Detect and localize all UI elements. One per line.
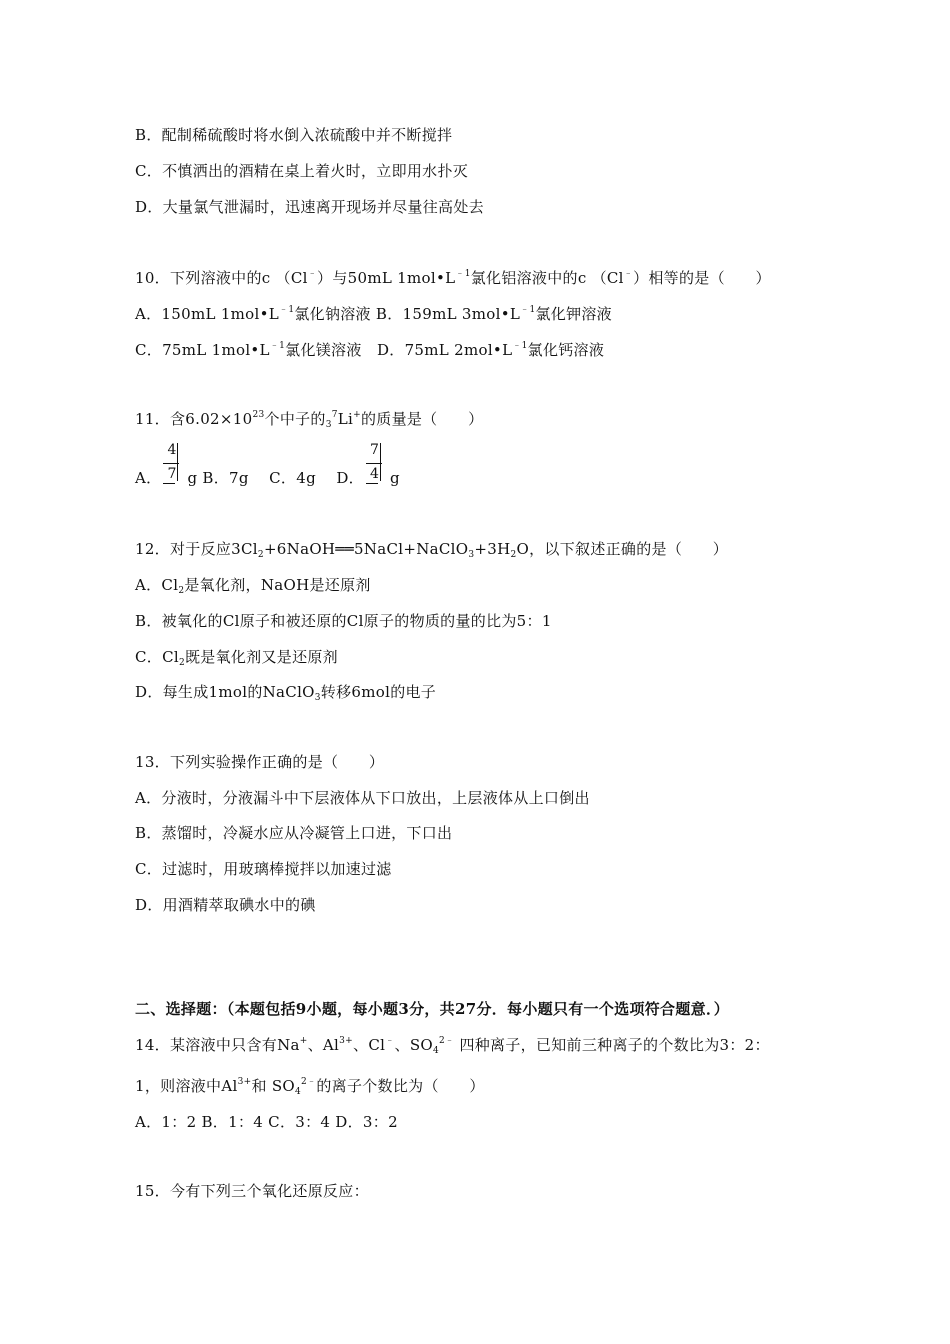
q14-options: A．1：2 B．1：4 C．3：4 D．3：2 (135, 1113, 398, 1131)
section-title: 二、选择题：（本题包括9小题，每小题3分，共27分．每小题只有一个选项符合题意．） (135, 1000, 730, 1018)
q12-option-c: C．$Cl_2$既是氧化剂又是还原剂 (135, 648, 338, 668)
q12-stem: 12．对于反应$3Cl_2+6NaOH══5NaCl+NaClO_3+3H_2O$，以下叙述正确的是（ ） (135, 540, 729, 560)
q10-options-cd: C．75mL $1mol•L^{﹣1}$氯化镁溶液 D．75mL $2mol•L^{﹣1}$氯化钙溶液 (135, 341, 605, 359)
q9-option-c: C．不慎洒出的酒精在桌上着火时，立即用水扑灭 (135, 162, 469, 180)
q10-stem: 10．下列溶液中的c （Cl﹣）与50mL $1mol•L^{﹣1}$氯化铝溶液中的c （Cl﹣）相等的是（ ） (135, 269, 771, 287)
fraction-7-over-4: $\frac{7}{4}$ (366, 441, 388, 487)
q12-option-d: D．每生成1mol的NaClO$_3$转移6mol的电子 (135, 683, 437, 703)
q14-stem-line2: 1，则溶液中$Al^{3+}$和 $SO_4^{2﹣}$的离子个数比为（ ） (135, 1077, 485, 1097)
q10-options-ab: A．150mL $1mol•L^{﹣1}$氯化钠溶液 B．159mL $3mol•L^{﹣1}$氯化钾溶液 (135, 305, 612, 323)
q13-stem: 13．下列实验操作正确的是（ ） (135, 753, 385, 771)
q11-options: A． $\frac{4}{7}$ g B．7g C．4g D． $\frac{7}{4}$ g (135, 442, 400, 487)
q9-option-d: D．大量氯气泄漏时，迅速离开现场并尽量往高处去 (135, 198, 484, 216)
q15-stem: 15．今有下列三个氧化还原反应： (135, 1182, 369, 1200)
q14-stem-line1: 14．某溶液中只含有Na+、$Al^{3+}$、Cl﹣、$SO_4^{2﹣}$ 四种离子，已知前三种离子的个数比为3：2： (135, 1036, 770, 1056)
q13-option-b: B．蒸馏时，冷凝水应从冷凝管上口进，下口出 (135, 824, 453, 842)
q11-stem: 11．含$6.02\times 10^{23}$个中子的$_3^7$Li+的质量是（ ） (135, 410, 484, 430)
q13-option-a: A．分液时，分液漏斗中下层液体从下口放出，上层液体从上口倒出 (135, 789, 590, 807)
q9-option-b: B．配制稀硫酸时将水倒入浓硫酸中并不断搅拌 (135, 126, 453, 144)
fraction-4-over-7: $\frac{4}{7}$ (163, 441, 185, 487)
q13-option-d: D．用酒精萃取碘水中的碘 (135, 896, 316, 914)
q12-option-b: B．被氧化的Cl原子和被还原的Cl原子的物质的量的比为5：1 (135, 612, 552, 630)
q12-option-a: A．$Cl_2$是氧化剂，NaOH是还原剂 (135, 576, 371, 596)
q13-option-c: C．过滤时，用玻璃棒搅拌以加速过滤 (135, 860, 392, 878)
